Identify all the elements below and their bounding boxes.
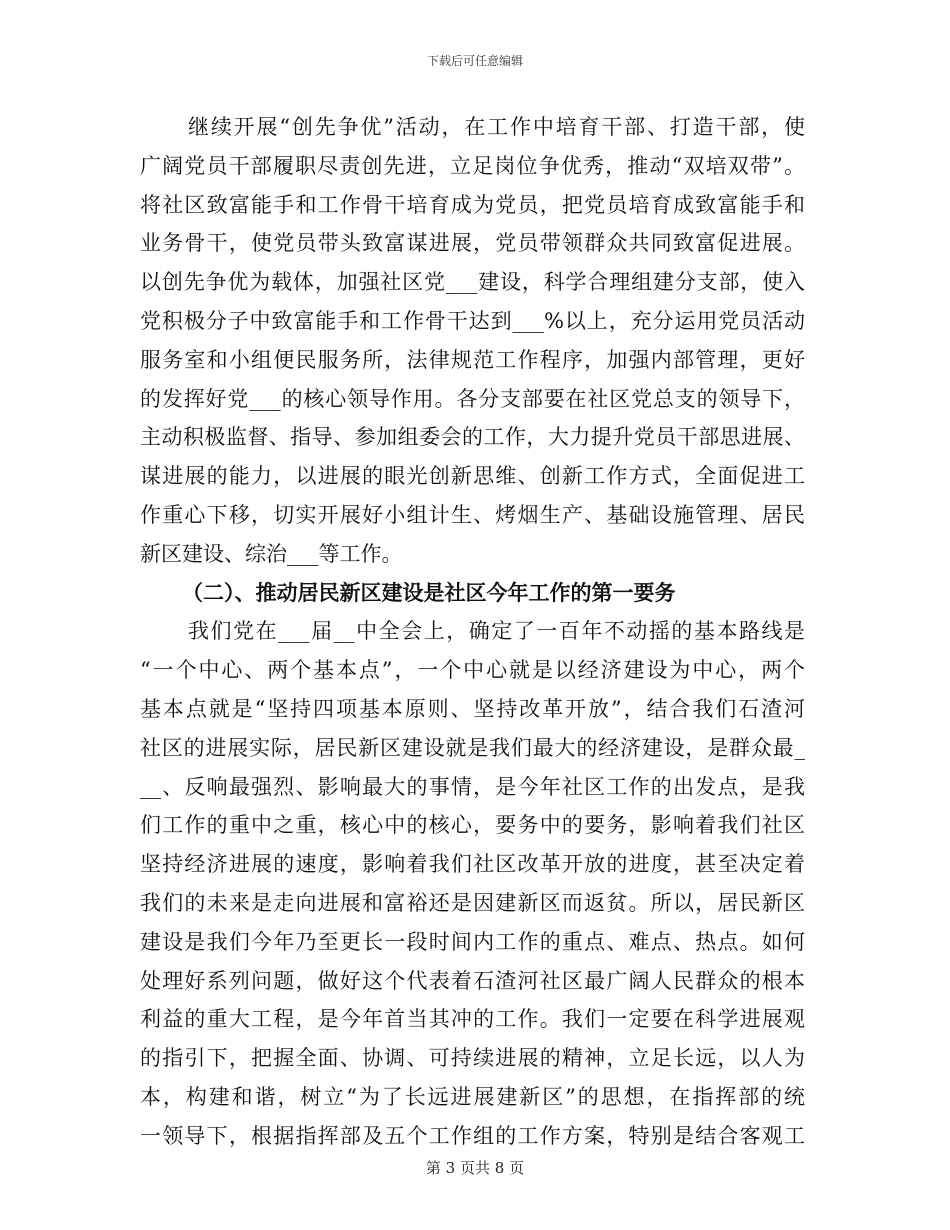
text-line: 服务室和小组便民服务所，法律规范工作程序，加强内部管理，更好: [140, 347, 805, 372]
text-line: 们工作的重中之重，核心中的核心，要务中的要务，影响着我们社区: [140, 813, 805, 838]
text-line: 一领导下，根据指挥部及五个工作组的工作方案，特别是结合客观工: [140, 1123, 805, 1148]
text-line: 社区的进展实际，居民新区建设就是我们最大的经济建设，是群众最_: [140, 735, 805, 760]
text-line: 基本点就是“坚持四项基本原则、坚持改革开放”，结合我们石渣河: [140, 696, 805, 721]
text-line: 党积极分子中致富能手和工作骨干达到___%以上，充分运用党员活动: [140, 308, 805, 333]
paragraph-party-building: [140, 108, 805, 574]
text-line: 主动积极监督、指导、参加组委会的工作，大力提升党员干部思进展、: [140, 425, 805, 450]
text-line: 的指引下，把握全面、协调、可持续进展的精神，立足长远，以人为: [140, 1046, 805, 1071]
text-line: 坚持经济进展的速度，影响着我们社区改革开放的进度，甚至决定着: [140, 852, 805, 877]
paragraph-new-district: [140, 612, 805, 1155]
text-line: 的发挥好党___的核心领导作用。各分支部要在社区党总支的领导下，: [140, 386, 805, 411]
text-line: 作重心下移，切实开展好小组计生、烤烟生产、基础设施管理、居民: [140, 502, 805, 527]
page-footer: 第 3 页共 8 页: [425, 1159, 525, 1177]
text-line: 将社区致富能手和工作骨干培育成为党员，把党员培育成致富能手和: [140, 192, 805, 217]
section-heading: （二）、推动居民新区建设是社区今年工作的第一要务: [182, 579, 676, 605]
text-line: 本，构建和谐，树立“为了长远进展建新区”的思想，在指挥部的统: [140, 1084, 805, 1109]
text-line: 我们党在___届__中全会上，确定了一百年不动摇的基本路线是: [188, 619, 805, 644]
text-line: 利益的重大工程，是今年首当其冲的工作。我们一定要在科学进展观: [140, 1007, 805, 1032]
page-header: 下载后可任意编辑: [426, 54, 523, 68]
text-line: 谋进展的能力，以进展的眼光创新思维、创新工作方式，全面促进工: [140, 464, 805, 489]
text-line: 建设是我们今年乃至更长一段时间内工作的重点、难点、热点。如何: [140, 929, 805, 954]
text-line: 业务骨干，使党员带头致富谋进展，党员带领群众共同致富促进展。: [140, 231, 805, 256]
document-body: [140, 108, 805, 1156]
text-line: __、反响最强烈、影响最大的事情，是今年社区工作的出发点，是我: [140, 774, 805, 799]
text-line: 继续开展“创先争优”活动，在工作中培育干部、打造干部，使: [188, 115, 805, 139]
text-line: 以创先争优为载体，加强社区党___建设，科学合理组建分支部，使入: [140, 270, 805, 295]
text-line: 广阔党员干部履职尽责创先进，立足岗位争优秀，推动“双培双带”。: [140, 153, 805, 178]
text-line: 新区建设、综治___等工作。: [140, 541, 403, 566]
text-line: “一个中心、两个基本点”，一个中心就是以经济建设为中心，两个: [140, 658, 805, 683]
text-line: 处理好系列问题，做好这个代表着石渣河社区最广阔人民群众的根本: [140, 968, 805, 993]
text-line: 我们的未来是走向进展和富裕还是因建新区而返贫。所以，居民新区: [140, 890, 805, 915]
